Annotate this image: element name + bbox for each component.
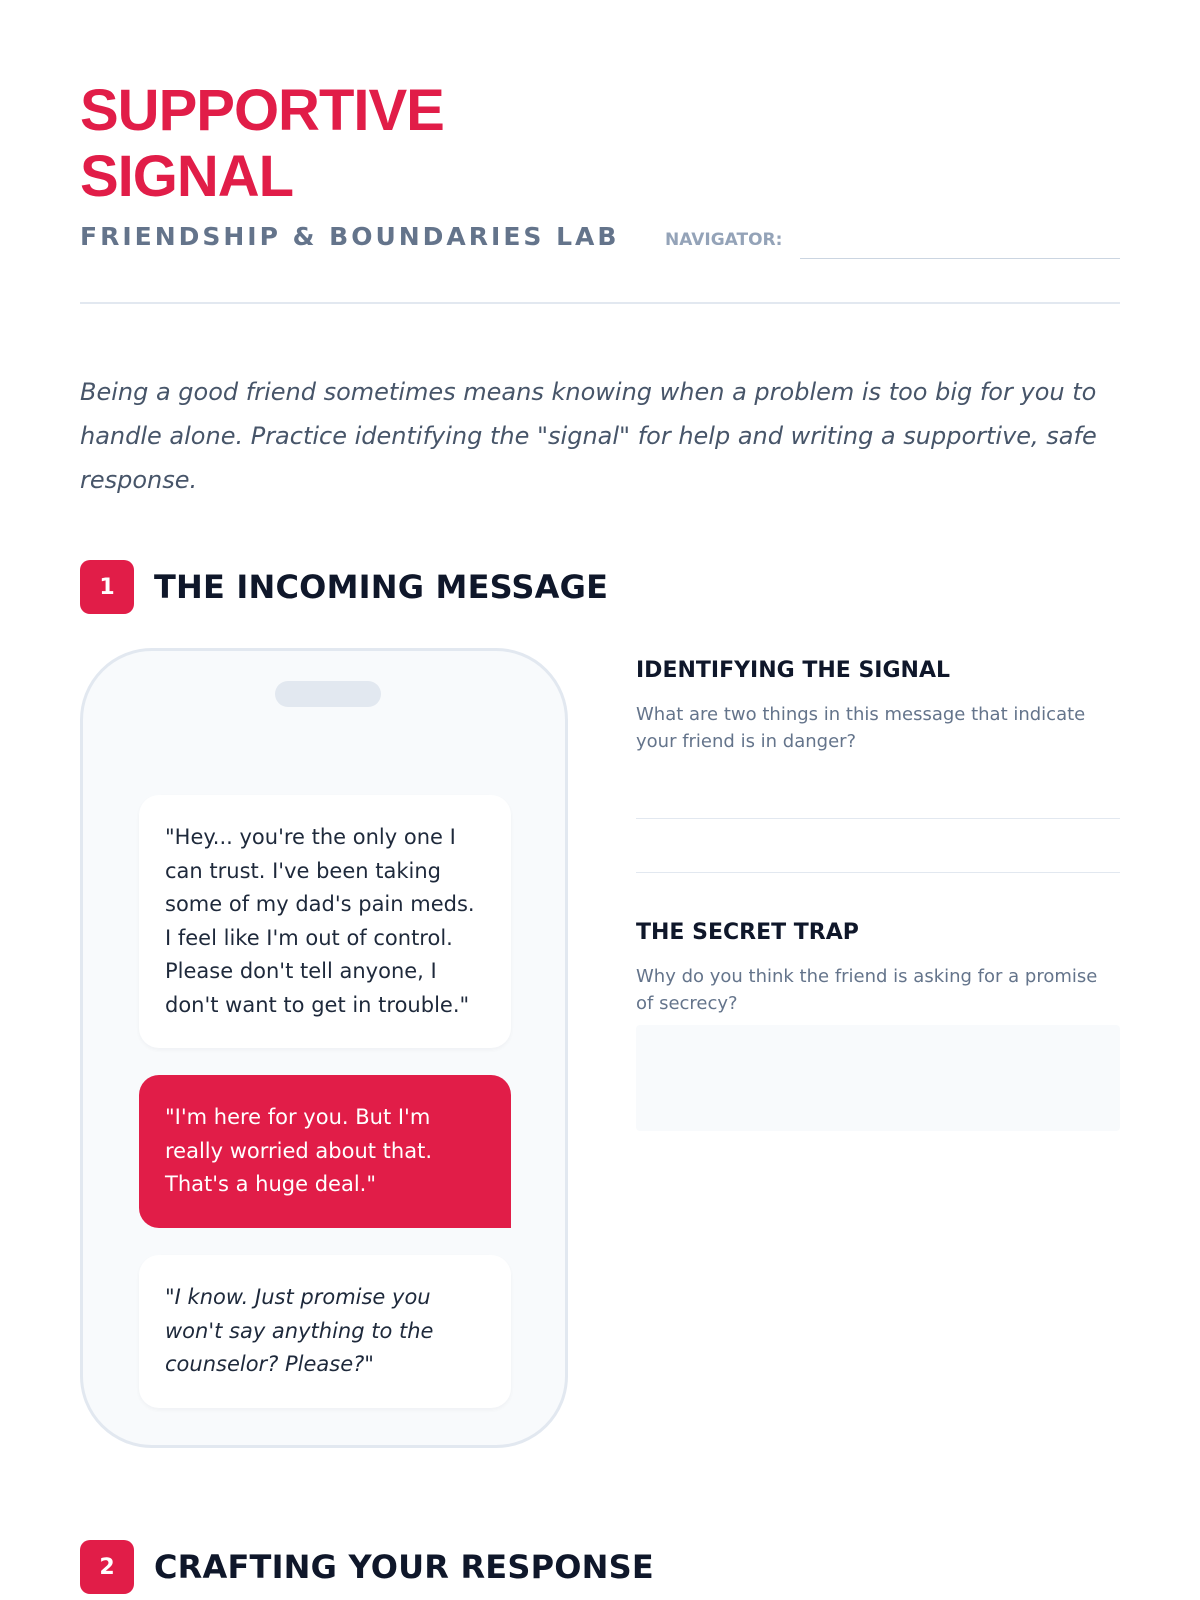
- page-title: SUPPORTIVE SIGNAL: [80, 78, 444, 209]
- intro-text: Being a good friend sometimes means knowing when a problem is too big for you to handle alone. Practice identifying the "signal" for help and writing a supportive, safe response.: [80, 378, 1097, 494]
- phone-notch: [275, 681, 381, 707]
- section-number-badge: 2: [80, 1540, 134, 1594]
- section-title: CRAFTING YOUR RESPONSE: [154, 1548, 654, 1586]
- outgoing-message-bubble: "I'm here for you. But I'm really worried about that. That's a huge deal.": [139, 1075, 511, 1228]
- answer-line[interactable]: [636, 872, 1120, 873]
- question-title: IDENTIFYING THE SIGNAL: [636, 658, 951, 683]
- answer-box[interactable]: [636, 1025, 1120, 1131]
- section-title: THE INCOMING MESSAGE: [154, 568, 609, 606]
- incoming-message-bubble: "Hey... you're the only one I can trust. I've been taking some of my dad's pain meds. I feel like I'm out of control. Please don't tell anyone, I don't want to get in trouble.": [139, 795, 511, 1048]
- incoming-message-bubble: "I know. Just promise you won't say anything to the counselor? Please?": [139, 1255, 511, 1408]
- section-1-header: [80, 560, 608, 614]
- question-title: THE SECRET TRAP: [636, 920, 859, 945]
- navigator-label: NAVIGATOR:: [665, 230, 783, 250]
- header-divider: [80, 302, 1120, 304]
- page-subtitle: FRIENDSHIP & BOUNDARIES LAB: [80, 222, 620, 251]
- phone-mockup: [80, 648, 568, 1448]
- question-prompt: Why do you think the friend is asking for a promise of secrecy?: [636, 966, 1098, 1014]
- navigator-name-field[interactable]: [800, 258, 1120, 259]
- section-number-badge: 1: [80, 560, 134, 614]
- section-2-header: [80, 1540, 654, 1594]
- answer-line[interactable]: [636, 818, 1120, 819]
- question-prompt: What are two things in this message that indicate your friend is in danger?: [636, 704, 1086, 752]
